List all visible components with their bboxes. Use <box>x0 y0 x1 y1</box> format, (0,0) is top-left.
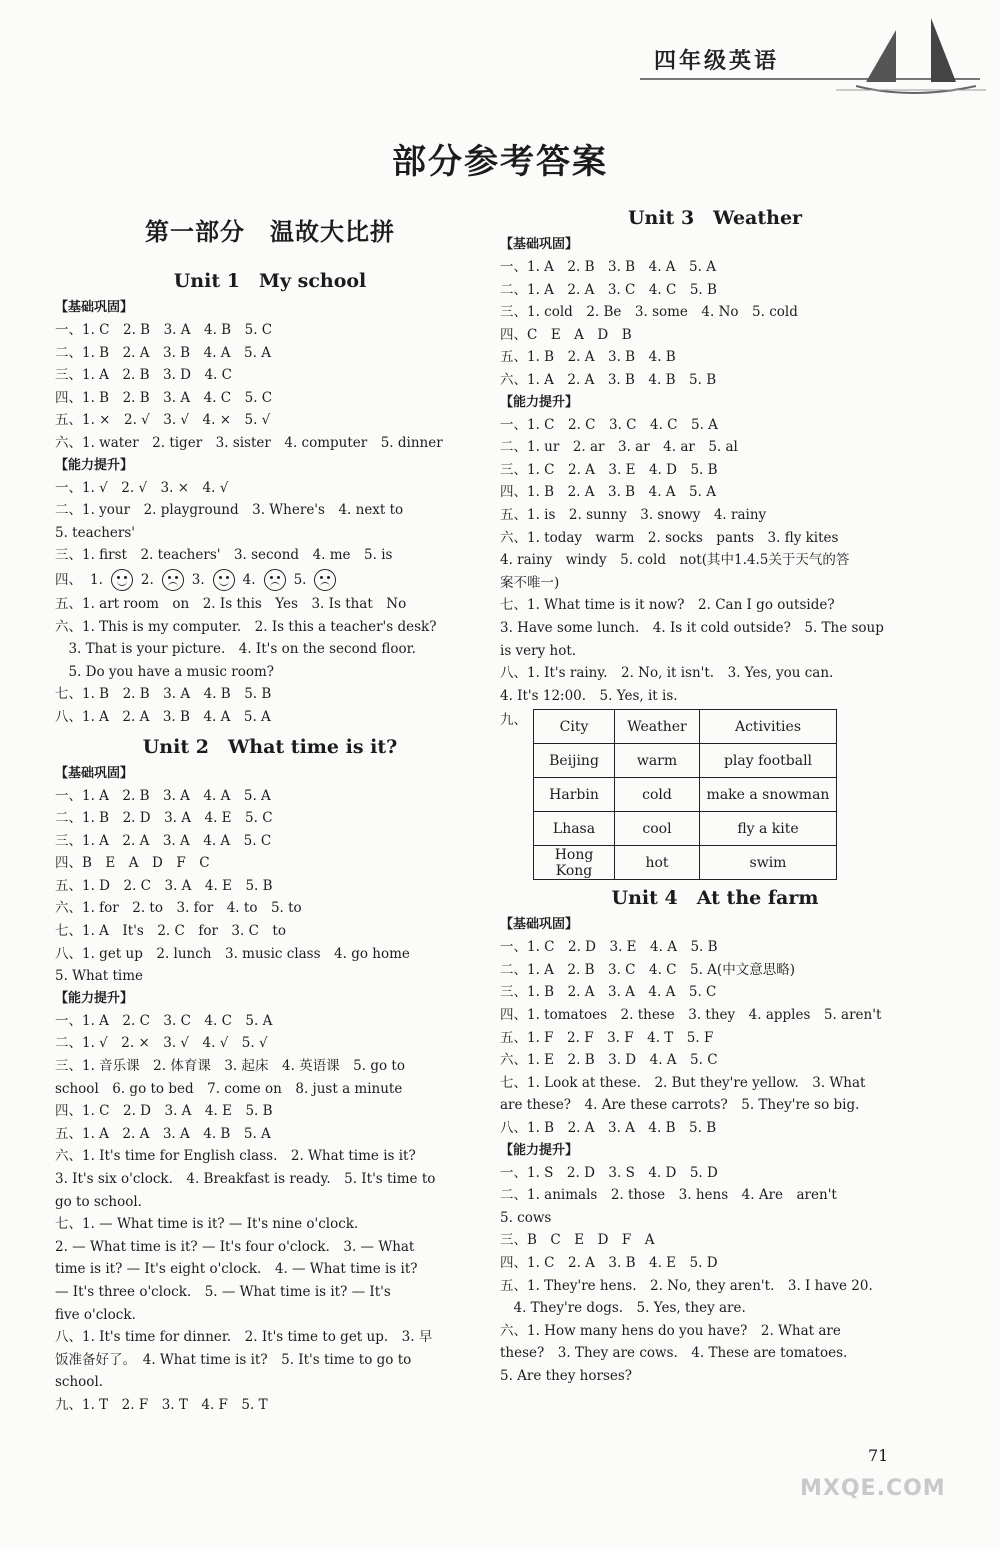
answer-line: 七、1. Look at these. 2. But they're yellow. 3. What <box>500 1074 866 1091</box>
table-cell: Hong Kong <box>534 846 615 880</box>
answer-line: 三、1. B 2. A 3. A 4. A 5. C <box>500 984 717 1001</box>
answer-line: 六、1. E 2. B 3. D 4. A 5. C <box>500 1052 718 1069</box>
face-row-prefix: 四、 <box>55 571 82 588</box>
face-number: 2. <box>140 571 154 588</box>
unit-3-advanced-answers <box>500 414 930 708</box>
answer-line: 一、1. A 2. C 3. C 4. C 5. A <box>55 1012 273 1029</box>
answer-line: 八、1. It's rainy. 2. No, it isn't. 3. Yes, you can. <box>500 665 834 682</box>
part-title: 第一部分 温故大比拼 <box>145 218 395 246</box>
answer-line: 六、1. This is my computer. 2. Is this a teacher's desk? <box>55 618 437 635</box>
table-cell: swim <box>700 846 837 880</box>
answer-line: 八、1. A 2. A 3. B 4. A 5. A <box>55 708 271 725</box>
answer-line: 3. Have some lunch. 4. Is it cold outside? 5. The soup <box>500 619 884 636</box>
answer-line: 一、1. C 2. B 3. A 4. B 5. C <box>55 322 273 338</box>
answer-line: 二、1. √ 2. × 3. √ 4. √ 5. √ <box>55 1035 268 1052</box>
answer-line: 案不唯一) <box>500 574 560 591</box>
smiley-face-icon <box>111 569 133 591</box>
unit-1-basic-answers <box>55 319 485 455</box>
answer-line: 七、1. — What time is it? — It's nine o'clock. <box>55 1216 359 1233</box>
answer-line: 2. — What time is it? — It's four o'clock. 3. — What <box>55 1238 415 1255</box>
answer-line: 二、1. A 2. A 3. C 4. C 5. B <box>500 281 717 298</box>
section-tag-advanced: 【能力提升】 <box>55 990 134 1006</box>
table-cell: Harbin <box>534 778 615 812</box>
answer-line: 四、1. B 2. B 3. A 4. C 5. C <box>55 389 273 406</box>
unit-4-advanced-answers <box>500 1162 930 1388</box>
answer-line: 五、1. B 2. A 3. B 4. B <box>500 349 676 366</box>
answer-line: 4. It's 12:00. 5. Yes, it is. <box>500 687 678 704</box>
answer-line: 六、1. for 2. to 3. for 4. to 5. to <box>55 900 302 917</box>
section-tag-advanced: 【能力提升】 <box>500 394 579 410</box>
answer-line: go to school. <box>55 1193 142 1210</box>
answer-line: 一、1. S 2. D 3. S 4. D 5. D <box>500 1164 718 1181</box>
table-cell: fly a kite <box>700 812 837 846</box>
table-header-cell: City <box>534 710 615 744</box>
page-number: 71 <box>868 1446 889 1465</box>
unit-1-title: Unit 1 My school <box>173 270 367 292</box>
answer-line: 三、1. C 2. A 3. E 4. D 5. B <box>500 461 718 478</box>
unit-4-basic-answers <box>500 936 930 1139</box>
answer-line: 五、1. is 2. sunny 3. snowy 4. rainy <box>500 506 767 523</box>
section-tag-basic: 【基础巩固】 <box>55 300 134 315</box>
answer-line: 5. teachers' <box>55 524 135 541</box>
answer-line: 5. cows <box>500 1209 552 1226</box>
table-cell: warm <box>615 744 700 778</box>
table-cell: make a snowman <box>700 778 837 812</box>
face-number: 5. <box>293 571 307 588</box>
section-tag-advanced: 【能力提升】 <box>500 1142 579 1158</box>
answer-line: 八、1. B 2. A 3. A 4. B 5. B <box>500 1120 717 1137</box>
answer-line: 二、1. your 2. playground 3. Where's 4. next to <box>55 502 404 519</box>
sad-face-icon <box>264 569 286 591</box>
section-tag-basic: 【基础巩固】 <box>500 917 579 933</box>
right-column <box>500 200 930 1388</box>
table-cell: cool <box>615 812 700 846</box>
answer-line: 八、1. get up 2. lunch 3. music class 4. go home <box>55 945 410 962</box>
table-cell: Lhasa <box>534 812 615 846</box>
answer-line: 五、1. D 2. C 3. A 4. E 5. B <box>55 877 273 894</box>
answer-line: these? 3. They are cows. 4. These are tomatoes. <box>500 1345 848 1362</box>
unit-2-advanced-answers <box>55 1010 485 1417</box>
answer-line: 六、1. water 2. tiger 3. sister 4. computer 5. dinner <box>55 434 443 451</box>
answer-line: are these? 4. Are these carrots? 5. They're so big. <box>500 1097 860 1114</box>
section-tag-basic: 【基础巩固】 <box>500 237 579 252</box>
sailboat-decoration-icon <box>836 10 986 110</box>
answer-line: 5. Are they horses? <box>500 1367 633 1384</box>
weather-table <box>533 709 837 880</box>
face-number: 4. <box>242 571 256 588</box>
answer-line: is very hot. <box>500 642 577 659</box>
table-cell: cold <box>615 778 700 812</box>
answer-line: 饭准备好了。 4. What time is it? 5. It's time to go to <box>55 1351 412 1368</box>
answer-line: 五、1. × 2. √ 3. √ 4. × 5. √ <box>55 412 271 429</box>
table-row <box>534 846 837 880</box>
answer-line: 四、1. C 2. A 3. B 4. E 5. D <box>500 1255 718 1271</box>
answer-line: — It's three o'clock. 5. — What time is it? — It's <box>55 1283 391 1300</box>
answer-line: 八、1. It's time for dinner. 2. It's time to get up. 3. 早 <box>55 1329 433 1346</box>
answer-line: 六、1. today warm 2. socks pants 3. fly kites <box>500 529 839 546</box>
answer-line: 九、1. T 2. F 3. T 4. F 5. T <box>55 1396 268 1413</box>
answer-line: time is it? — It's eight o'clock. 4. — What time is it? <box>55 1261 418 1278</box>
sad-face-icon <box>162 569 184 591</box>
section-tag-basic: 【基础巩固】 <box>55 765 134 781</box>
answer-line: 一、1. C 2. D 3. E 4. A 5. B <box>500 939 718 956</box>
table-row <box>534 812 837 846</box>
answer-line: 一、1. √ 2. √ 3. × 4. √ <box>55 479 229 496</box>
answer-line: 五、1. F 2. F 3. F 4. T 5. F <box>500 1029 714 1046</box>
answer-line: 二、1. B 2. D 3. A 4. E 5. C <box>55 810 273 827</box>
answer-line: 六、1. It's time for English class. 2. What time is it? <box>55 1148 416 1165</box>
answer-line: school 6. go to bed 7. come on 8. just a minute <box>55 1080 403 1097</box>
answer-line: 二、1. animals 2. those 3. hens 4. Are aren't <box>500 1187 837 1204</box>
answer-line: 五、1. A 2. A 3. A 4. B 5. A <box>55 1125 271 1142</box>
table-row <box>534 744 837 778</box>
table-header-cell: Weather <box>615 710 700 744</box>
answer-line: 五、1. They're hens. 2. No, they aren't. 3. I have 20. <box>500 1277 873 1294</box>
answer-line: 三、B C E D F A <box>500 1232 655 1249</box>
table-cell: hot <box>615 846 700 880</box>
table-prefix: 九、 <box>500 712 527 729</box>
answer-line: school. <box>55 1374 104 1391</box>
answer-line: 四、C E A D B <box>500 326 632 343</box>
unit-3-basic-answers <box>500 256 930 392</box>
watermark: MXQE.COM <box>800 1476 946 1501</box>
answer-line: 七、1. A It's 2. C for 3. C to <box>55 923 286 940</box>
page-title: 部分参考答案 <box>392 142 608 182</box>
table-header-row <box>534 710 837 744</box>
answer-line: 三、1. 音乐课 2. 体育课 3. 起床 4. 英语课 5. go to <box>55 1058 405 1075</box>
unit-4-title: Unit 4 At the farm <box>611 887 819 910</box>
table-cell: Beijing <box>534 744 615 778</box>
answer-line: 六、1. How many hens do you have? 2. What are <box>500 1322 841 1339</box>
answer-line: 七、1. B 2. B 3. A 4. B 5. B <box>55 686 272 703</box>
unit-2-basic-answers <box>55 785 485 988</box>
answer-line: 四、1. C 2. D 3. A 4. E 5. B <box>55 1103 273 1120</box>
unit-3-title: Unit 3 Weather <box>627 207 803 229</box>
unit-2-title: Unit 2 What time is it? <box>142 735 398 758</box>
answer-line: 四、B E A D F C <box>55 855 210 872</box>
answer-line: 六、1. A 2. A 3. B 4. B 5. B <box>500 371 717 388</box>
answer-line: 三、1. A 2. A 3. A 4. A 5. C <box>55 832 272 849</box>
face-number: 1. <box>90 571 103 588</box>
answer-line: 5. What time <box>55 968 144 985</box>
header-title: 四年级英语 <box>654 49 780 74</box>
answer-line: 四、1. B 2. A 3. B 4. A 5. A <box>500 484 716 501</box>
answer-line: 4. rainy windy 5. cold not(其中1.4.5关于天气的答 <box>500 552 850 569</box>
answer-line: 4. They're dogs. 5. Yes, they are. <box>500 1300 746 1317</box>
answer-line: 三、1. A 2. B 3. D 4. C <box>55 367 233 384</box>
face-number: 3. <box>191 571 205 588</box>
answer-line: 二、1. ur 2. ar 3. ar 4. ar 5. al <box>500 439 738 456</box>
answer-line: 5. Do you have a music room? <box>55 663 274 680</box>
face-answers-row <box>55 567 485 593</box>
table-cell: play football <box>700 744 837 778</box>
answer-line: 3. That is your picture. 4. It's on the second floor. <box>55 641 416 658</box>
answer-line: 二、1. B 2. A 3. B 4. A 5. A <box>55 344 271 361</box>
answer-line: 3. It's six o'clock. 4. Breakfast is ready. 5. It's time to <box>55 1171 436 1187</box>
answer-line: 三、1. first 2. teachers' 3. second 4. me 5. is <box>55 547 393 564</box>
table-row <box>534 778 837 812</box>
sad-face-icon <box>314 569 336 591</box>
answer-line: 五、1. art room on 2. Is this Yes 3. Is that No <box>55 595 407 612</box>
answer-line: 七、1. What time is it now? 2. Can I go outside? <box>500 597 835 614</box>
section-tag-advanced: 【能力提升】 <box>55 457 134 473</box>
answer-line: 一、1. C 2. C 3. C 4. C 5. A <box>500 416 718 433</box>
answer-line: 四、1. tomatoes 2. these 3. they 4. apples 5. aren't <box>500 1007 882 1024</box>
answer-line: 一、1. A 2. B 3. A 4. A 5. A <box>55 787 271 804</box>
answer-line: 二、1. A 2. B 3. C 4. C 5. A(中文意思略) <box>500 961 795 978</box>
unit-1-advanced-answers <box>55 477 485 729</box>
smiley-face-icon <box>213 569 235 591</box>
table-header-cell: Activities <box>700 710 837 744</box>
answer-line: five o'clock. <box>55 1306 136 1323</box>
weather-table-block <box>500 709 930 880</box>
answer-line: 三、1. cold 2. Be 3. some 4. No 5. cold <box>500 304 798 321</box>
answer-line: 一、1. A 2. B 3. B 4. A 5. A <box>500 259 716 275</box>
left-column <box>55 200 485 1417</box>
